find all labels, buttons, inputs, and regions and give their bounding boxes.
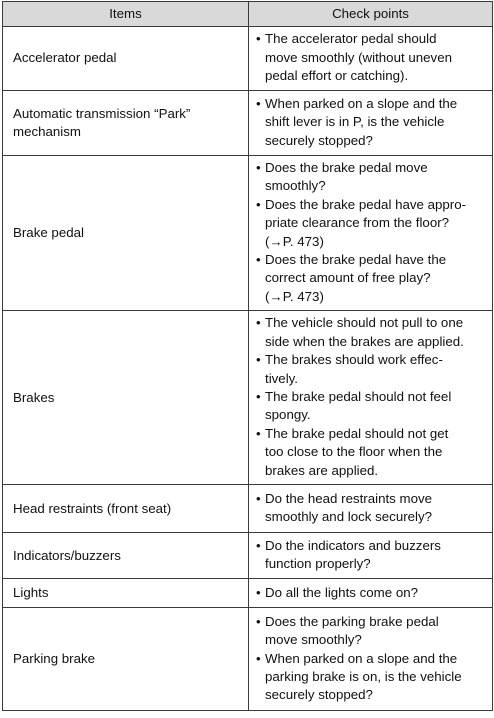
table-row: [3, 311, 493, 485]
check-point-text: [265, 95, 488, 150]
check-point-text: [265, 388, 488, 425]
check-point-line: The brake pedal should not get: [265, 425, 449, 441]
table-row: [3, 27, 493, 91]
check-point-line: The vehicle should not pull to one: [265, 315, 464, 331]
check-points-cell: [249, 533, 493, 579]
bullet-icon: •: [256, 584, 261, 600]
check-point-text: [265, 613, 488, 650]
item-label: Accelerator pedal: [13, 50, 117, 66]
check-point-line: The accelerator pedal should: [265, 31, 437, 47]
bullet-icon: •: [256, 160, 261, 175]
header-check-points: Check points: [249, 2, 493, 27]
check-point-item: [256, 584, 488, 602]
check-point-item: [256, 537, 488, 574]
check-point-line: The brake pedal should not feel: [265, 389, 452, 405]
check-point-item: [256, 613, 488, 650]
item-label-line: Automatic transmission “Park”: [13, 105, 191, 121]
check-point-line: (→P. 473): [265, 288, 324, 304]
check-point-line: Does the brake pedal move: [265, 160, 428, 175]
item-label-line: mechanism: [13, 124, 81, 139]
check-point-text: [265, 30, 488, 85]
check-point-line: smoothly?: [265, 178, 326, 194]
check-points-table: [2, 1, 493, 711]
bullet-icon: •: [256, 252, 261, 268]
check-point-line: Does the parking brake pedal: [265, 613, 439, 629]
check-point-line: tively.: [265, 370, 299, 386]
check-point-line: securely stopped?: [265, 132, 373, 148]
check-point-text: [265, 196, 488, 251]
check-point-line: function properly?: [265, 556, 371, 572]
check-point-text: [265, 251, 488, 306]
bullet-icon: •: [256, 31, 261, 47]
check-point-item: [256, 490, 488, 527]
check-point-line: correct amount of free play?: [265, 270, 431, 286]
check-points-cell: [249, 579, 493, 608]
table-row: [3, 608, 493, 711]
check-point-line: Does the brake pedal have appro-: [265, 196, 467, 212]
check-point-line: When parked on a slope and the: [265, 650, 458, 666]
check-point-line: brakes are applied.: [265, 462, 379, 478]
check-points-cell: [249, 27, 493, 91]
check-point-item: [256, 159, 488, 196]
bullet-icon: •: [256, 425, 261, 441]
bullet-icon: •: [256, 537, 261, 553]
table-row: [3, 579, 493, 608]
check-point-line: priate clearance from the floor?: [265, 215, 450, 231]
check-point-line: Do all the lights come on?: [265, 584, 418, 600]
check-point-line: The brakes should work effec-: [265, 352, 443, 368]
check-point-line: When parked on a slope and the: [265, 95, 458, 111]
item-label: Parking brake: [13, 651, 96, 667]
check-point-line: spongy.: [265, 407, 311, 423]
check-point-item: [256, 196, 488, 251]
bullet-icon: •: [256, 352, 261, 368]
check-point-text: [265, 537, 488, 574]
item-label: Brakes: [13, 389, 55, 405]
bullet-icon: •: [256, 196, 261, 212]
check-point-line: side when the brakes are applied.: [265, 333, 464, 349]
check-point-line: (→P. 473): [265, 233, 324, 249]
bullet-icon: •: [256, 613, 261, 629]
item-label: Brake pedal: [13, 224, 84, 240]
table-row: [3, 156, 493, 311]
check-point-text: [265, 650, 488, 705]
item-label: Indicators/buzzers: [13, 547, 121, 563]
check-points-cell: [249, 156, 493, 311]
item-cell: [3, 156, 249, 311]
header-items: Items: [3, 2, 249, 27]
check-point-item: [256, 650, 488, 705]
check-point-line: pedal effort or catching).: [265, 68, 409, 84]
item-cell: [3, 608, 249, 711]
item-cell: [3, 533, 249, 579]
check-point-item: [256, 251, 488, 306]
item-cell: [3, 91, 249, 156]
check-point-line: smoothly and lock securely?: [265, 509, 433, 525]
check-point-line: move smoothly (without uneven: [265, 49, 452, 65]
check-point-line: Do the head restraints move: [265, 490, 433, 506]
table-row: [3, 485, 493, 533]
check-points-cell: [249, 91, 493, 156]
check-point-text: [265, 425, 488, 480]
table-header-row: [3, 2, 493, 27]
check-points-cell: [249, 311, 493, 485]
check-point-text: [265, 584, 488, 602]
check-point-line: Do the indicators and buzzers: [265, 537, 441, 553]
bullet-icon: •: [256, 389, 261, 405]
item-cell: [3, 485, 249, 533]
check-point-item: [256, 425, 488, 480]
bullet-icon: •: [256, 650, 261, 666]
table-row: [3, 533, 493, 579]
item-cell: [3, 311, 249, 485]
check-point-line: securely stopped?: [265, 687, 373, 703]
table-body: [3, 27, 493, 711]
check-point-item: [256, 351, 488, 388]
check-point-item: [256, 95, 488, 150]
item-label: Head restraints (front seat): [13, 500, 172, 516]
item-label: Lights: [13, 585, 49, 601]
check-point-text: [265, 159, 488, 196]
check-point-item: [256, 388, 488, 425]
check-point-line: move smoothly?: [265, 632, 362, 648]
check-point-text: [265, 314, 488, 351]
check-point-item: [256, 30, 488, 85]
check-point-line: shift lever is in P, is the vehicle: [265, 114, 445, 130]
check-point-item: [256, 314, 488, 351]
bullet-icon: •: [256, 490, 261, 506]
check-point-text: [265, 490, 488, 527]
bullet-icon: •: [256, 315, 261, 331]
item-cell: [3, 27, 249, 91]
bullet-icon: •: [256, 95, 261, 111]
check-points-cell: [249, 608, 493, 711]
check-point-line: parking brake is on, is the vehicle: [265, 668, 462, 684]
check-point-text: [265, 351, 488, 388]
item-cell: [3, 579, 249, 608]
check-point-line: Does the brake pedal have the: [265, 252, 447, 268]
check-point-line: too close to the floor when the: [265, 444, 443, 460]
table-row: [3, 91, 493, 156]
check-points-cell: [249, 485, 493, 533]
